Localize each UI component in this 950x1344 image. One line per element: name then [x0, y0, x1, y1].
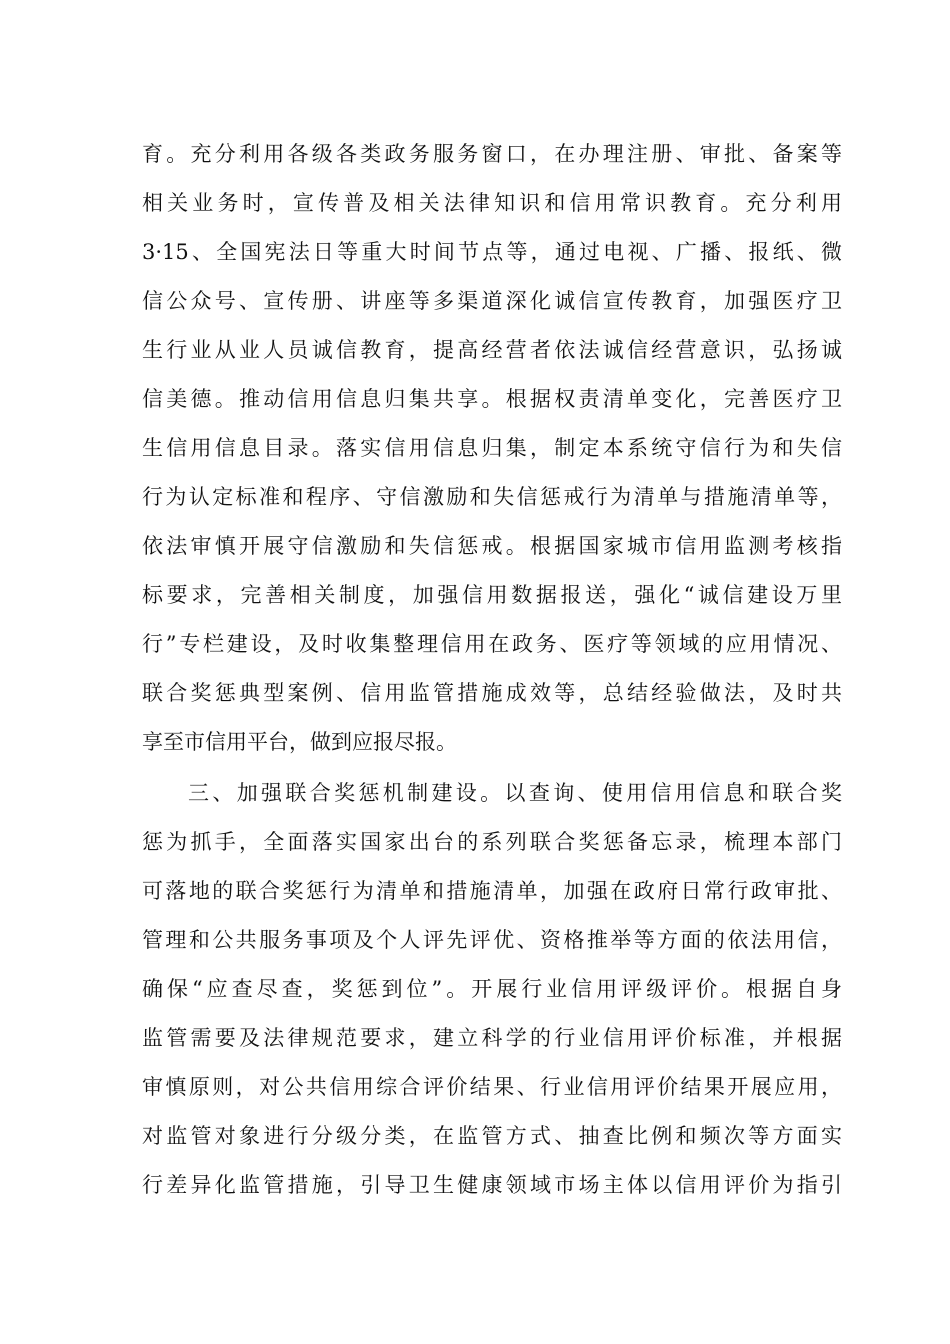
- text-line: 行”专栏建设，及时收集整理信用在政务、医疗等领域的应用情况、: [142, 632, 842, 656]
- paragraph-three: [142, 769, 842, 1210]
- text-line: 生信用信息目录。落实信用信息归集，制定本系统守信行为和失信: [142, 436, 842, 460]
- text-line: 3·15、全国宪法日等重大时间节点等，通过电视、广播、报纸、微: [142, 240, 842, 264]
- text-line-last: 享至市信用平台，做到应报尽报。: [142, 730, 457, 754]
- text-line: 行为认定标准和程序、守信激励和失信惩戒行为清单与措施清单等，: [142, 485, 842, 509]
- text-line: 生行业从业人员诚信教育，提高经营者依法诚信经营意识，弘扬诚: [142, 338, 842, 362]
- text-line: 依法审慎开展守信激励和失信惩戒。根据国家城市信用监测考核指: [142, 534, 842, 558]
- text-line: 信美德。推动信用信息归集共享。根据权责清单变化，完善医疗卫: [142, 387, 842, 411]
- body-text: [142, 130, 842, 1210]
- text-line: 行差异化监管措施，引导卫生健康领域市场主体以信用评价为指引: [142, 1173, 842, 1197]
- text-line: 育。充分利用各级各类政务服务窗口，在办理注册、审批、备案等: [142, 142, 842, 166]
- text-line: 监管需要及法律规范要求，建立科学的行业信用评价标准，并根据: [142, 1026, 842, 1050]
- text-line: 信公众号、宣传册、讲座等多渠道深化诚信宣传教育，加强医疗卫: [142, 289, 842, 313]
- text-line: 联合奖惩典型案例、信用监管措施成效等，总结经验做法，及时共: [142, 681, 842, 705]
- text-line: 对监管对象进行分级分类，在监管方式、抽查比例和频次等方面实: [142, 1124, 842, 1148]
- paragraph-continued: [142, 130, 842, 767]
- text-line: 确保“应查尽查，奖惩到位”。开展行业信用评级评价。根据自身: [142, 977, 842, 1001]
- text-line-first: 三、加强联合奖惩机制建设。以查询、使用信用信息和联合奖: [188, 781, 842, 805]
- text-line: 相关业务时，宣传普及相关法律知识和信用常识教育。充分利用: [142, 191, 842, 215]
- text-line: 审慎原则，对公共信用综合评价结果、行业信用评价结果开展应用，: [142, 1075, 842, 1099]
- text-line: 标要求，完善相关制度，加强信用数据报送，强化“诚信建设万里: [142, 583, 842, 607]
- text-line: 管理和公共服务事项及个人评先评优、资格推举等方面的依法用信，: [142, 928, 842, 952]
- text-line: 可落地的联合奖惩行为清单和措施清单，加强在政府日常行政审批、: [142, 879, 842, 903]
- text-line: 惩为抓手，全面落实国家出台的系列联合奖惩备忘录，梳理本部门: [142, 830, 842, 854]
